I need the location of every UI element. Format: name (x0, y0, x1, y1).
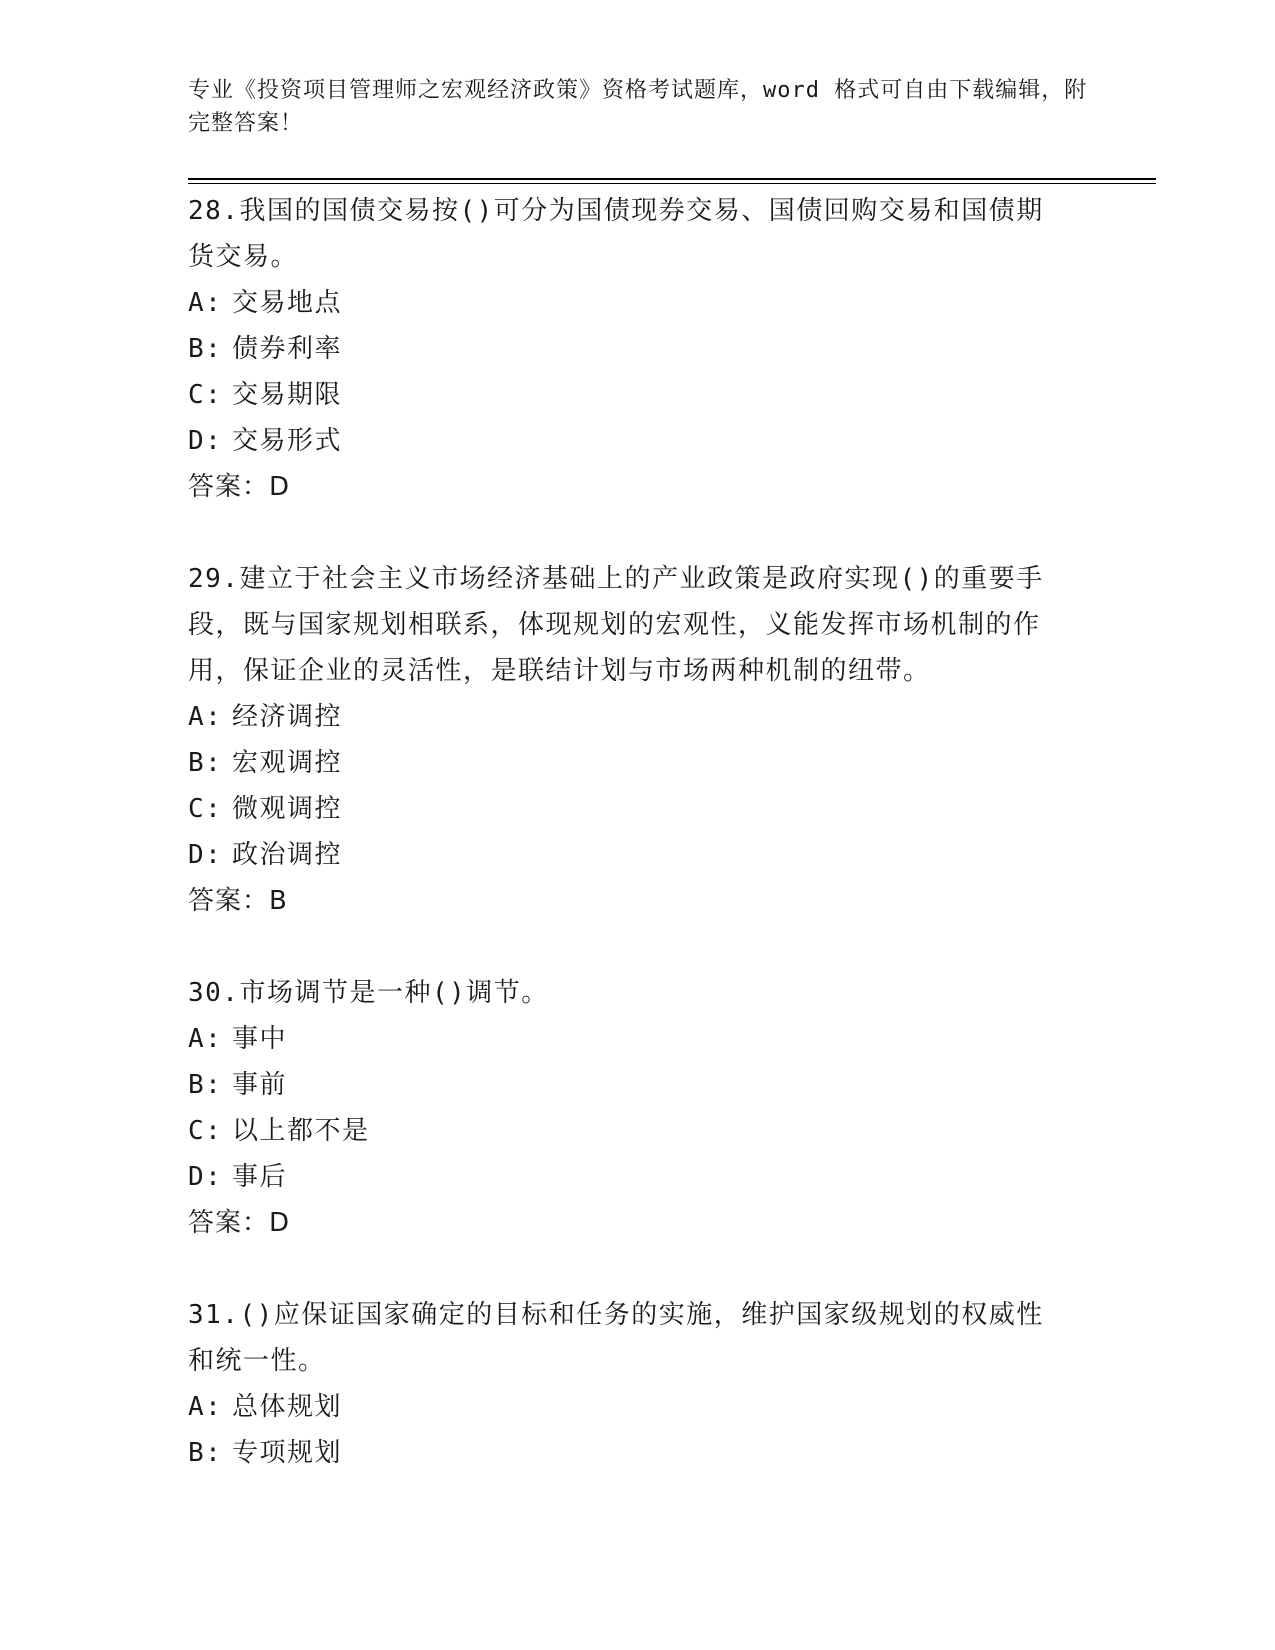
question-stem: 30.市场调节是一种()调节。 (188, 978, 549, 1008)
option-text: 事后 (232, 1162, 288, 1192)
option-text: 总体规划 (232, 1392, 343, 1422)
option-key: C: (188, 1116, 223, 1146)
option-text: 政治调控 (232, 840, 343, 870)
option-a (188, 280, 1068, 326)
answer-line: 答案：D (188, 1208, 291, 1238)
option-key: B: (188, 1438, 223, 1468)
option-d (188, 1154, 1068, 1200)
option-key: A: (188, 288, 223, 318)
document-page (188, 0, 1158, 1650)
option-b (188, 1430, 1068, 1476)
option-key: D: (188, 1162, 223, 1192)
question-stem: 28.我国的国债交易按()可分为国债现券交易、国债回购交易和国债期货交易。 (188, 196, 1044, 272)
option-key: A: (188, 1392, 223, 1422)
option-b (188, 1062, 1068, 1108)
option-text: 事中 (232, 1024, 288, 1054)
answer-line: 答案：B (188, 886, 288, 916)
option-key: B: (188, 334, 223, 364)
option-key: B: (188, 1070, 223, 1100)
option-text: 宏观调控 (232, 748, 343, 778)
option-d (188, 832, 1068, 878)
question-31 (188, 1292, 1068, 1476)
question-28 (188, 188, 1068, 510)
option-text: 交易期限 (232, 380, 343, 410)
answer-line: 答案：D (188, 472, 291, 502)
option-key: B: (188, 748, 223, 778)
option-text: 债券利率 (232, 334, 343, 364)
header-divider-thick (188, 178, 1156, 180)
option-text: 交易形式 (232, 426, 343, 456)
option-c (188, 786, 1068, 832)
option-text: 微观调控 (232, 794, 343, 824)
option-b (188, 740, 1068, 786)
option-c (188, 1108, 1068, 1154)
option-key: A: (188, 1024, 223, 1054)
option-a (188, 1384, 1068, 1430)
header-divider-thin (188, 183, 1156, 184)
option-key: D: (188, 426, 223, 456)
option-b (188, 326, 1068, 372)
document-header: 专业《投资项目管理师之宏观经济政策》资格考试题库，word 格式可自由下载编辑，附完整答案！ (188, 78, 1088, 136)
option-key: A: (188, 702, 223, 732)
question-30 (188, 970, 1068, 1246)
option-text: 专项规划 (232, 1438, 343, 1468)
option-key: C: (188, 380, 223, 410)
option-key: D: (188, 840, 223, 870)
question-29 (188, 556, 1068, 924)
option-c (188, 372, 1068, 418)
question-list (188, 188, 1068, 1476)
question-stem: 29.建立于社会主义市场经济基础上的产业政策是政府实现()的重要手段，既与国家规划相联系，体现规划的宏观性，义能发挥市场机制的作用，保证企业的灵活性，是联结计划与市场两种机制的纽带。 (188, 564, 1044, 686)
option-a (188, 694, 1068, 740)
option-text: 交易地点 (232, 288, 343, 318)
question-stem: 31.()应保证国家确定的目标和任务的实施，维护国家级规划的权威性和统一性。 (188, 1300, 1044, 1376)
option-key: C: (188, 794, 223, 824)
option-text: 经济调控 (232, 702, 343, 732)
option-text: 以上都不是 (232, 1116, 370, 1146)
option-text: 事前 (232, 1070, 288, 1100)
option-a (188, 1016, 1068, 1062)
option-d (188, 418, 1068, 464)
